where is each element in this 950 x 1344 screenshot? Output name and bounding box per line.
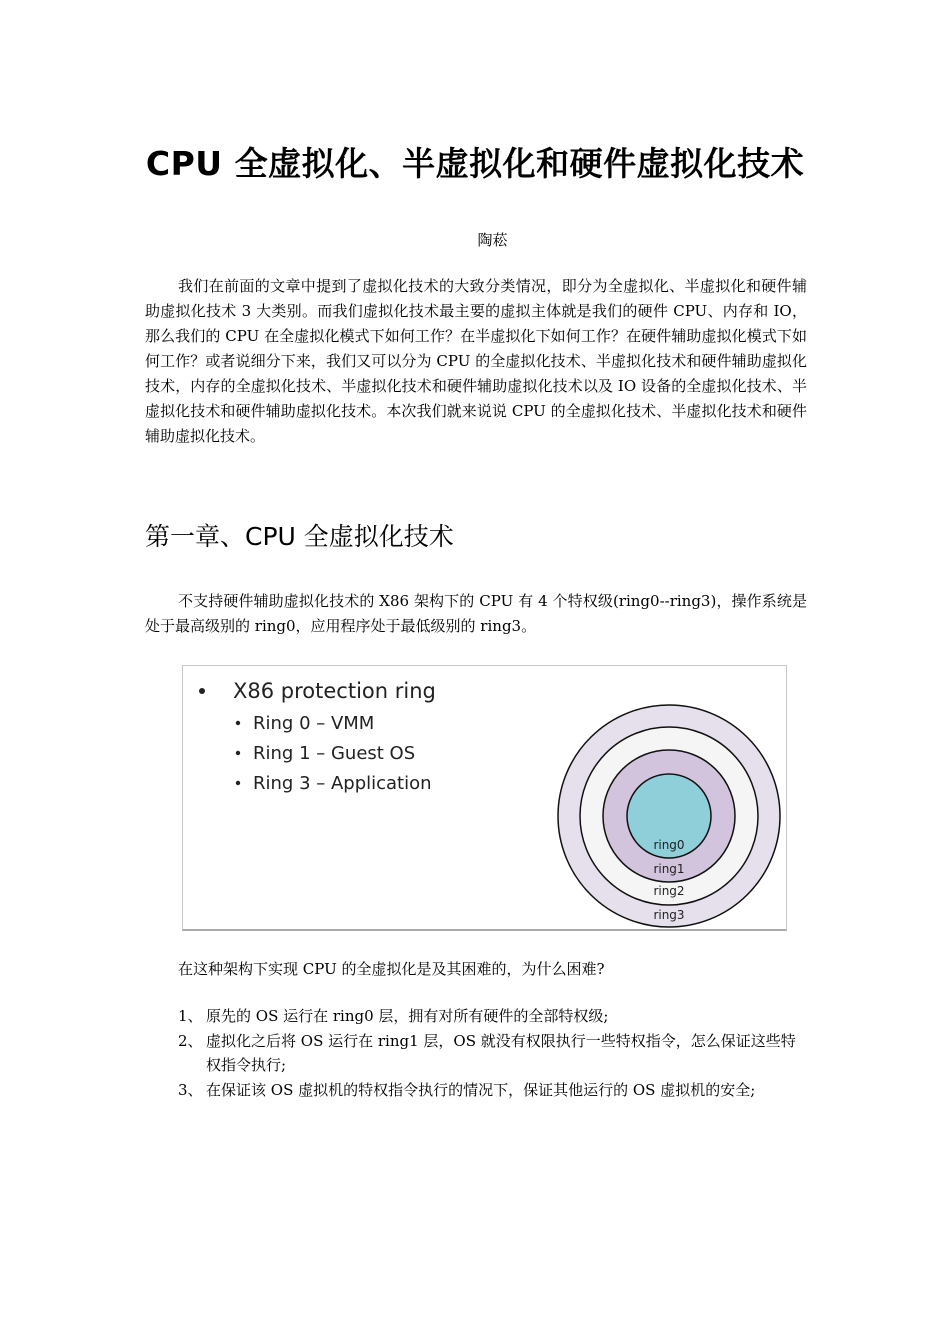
document-title: CPU 全虚拟化、半虚拟化和硬件虚拟化技术: [145, 144, 805, 183]
list-item-text: 虚拟化之后将 OS 运行在 ring1 层，OS 就没有权限执行一些特权指令，怎么保证这些特权指令执行;: [206, 1032, 796, 1074]
question-text: 在这种架构下实现 CPU 的全虚拟化是及其困难的，为什么困难?: [178, 960, 605, 978]
figure-bullet-ring3: Ring 3 – Application: [253, 773, 432, 794]
figure-bullet-ring1: Ring 1 – Guest OS: [253, 743, 416, 764]
list-item-text: 原先的 OS 运行在 ring0 层，拥有对所有硬件的全部特权级;: [206, 1007, 609, 1025]
protection-ring-svg: [183, 666, 788, 932]
bullet-dot: [199, 688, 205, 694]
ring3-label: ring3: [653, 908, 685, 922]
list-item-number: 2、: [178, 1032, 203, 1050]
protection-ring-figure: [182, 665, 787, 931]
author-name: 陶菘: [477, 231, 508, 249]
list-item-number: 3、: [178, 1081, 203, 1099]
bullet-dot: [236, 781, 240, 785]
bullet-dot: [236, 751, 240, 755]
figure-heading: X86 protection ring: [233, 679, 436, 703]
list-item-text: 在保证该 OS 虚拟机的特权指令执行的情况下，保证其他运行的 OS 虚拟机的安全;: [206, 1081, 756, 1099]
chapter-paragraph: 不支持硬件辅助虚拟化技术的 X86 架构下的 CPU 有 4 个特权级(ring0--ring3)，操作系统是处于最高级别的 ring0，应用程序处于最低级别的 ring3。: [145, 592, 807, 635]
list-item: [145, 1029, 810, 1077]
chapter-heading: 第一章、CPU 全虚拟化技术: [145, 522, 454, 551]
list-item-number: 1、: [178, 1007, 203, 1025]
ring1-label: ring1: [653, 862, 685, 876]
ring0-label: ring0: [653, 838, 685, 852]
list-item: [145, 1004, 810, 1028]
intro-paragraph: 我们在前面的文章中提到了虚拟化技术的大致分类情况，即分为全虚拟化、半虚拟化和硬件辅助虚拟化技术 3 大类别。而我们虚拟化技术最主要的虚拟主体就是我们的硬件 CPU、内存和 IO，那么我们的 CPU 在全虚拟化模式下如何工作？在半虚拟化下如何工作？在硬件辅助虚拟化模式下如何工作？或者说细分下来，我们又可以分为 CPU 的全虚拟化技术、半虚拟化技术和硬件辅助虚拟化技术，内存的全虚拟化技术、半虚拟化技术和硬件辅助虚拟化技术以及 IO 设备的全虚拟化技术、半虚拟化技术和硬件辅助虚拟化技术。本次我们就来说说 CPU 的全虚拟化技术、半虚拟化技术和硬件辅助虚拟化技术。: [145, 277, 807, 445]
difficulty-list: [145, 1004, 810, 1103]
list-item: [145, 1078, 810, 1102]
ring2-label: ring2: [653, 884, 685, 898]
figure-bullet-ring0: Ring 0 – VMM: [253, 713, 375, 734]
bullet-dot: [236, 721, 240, 725]
